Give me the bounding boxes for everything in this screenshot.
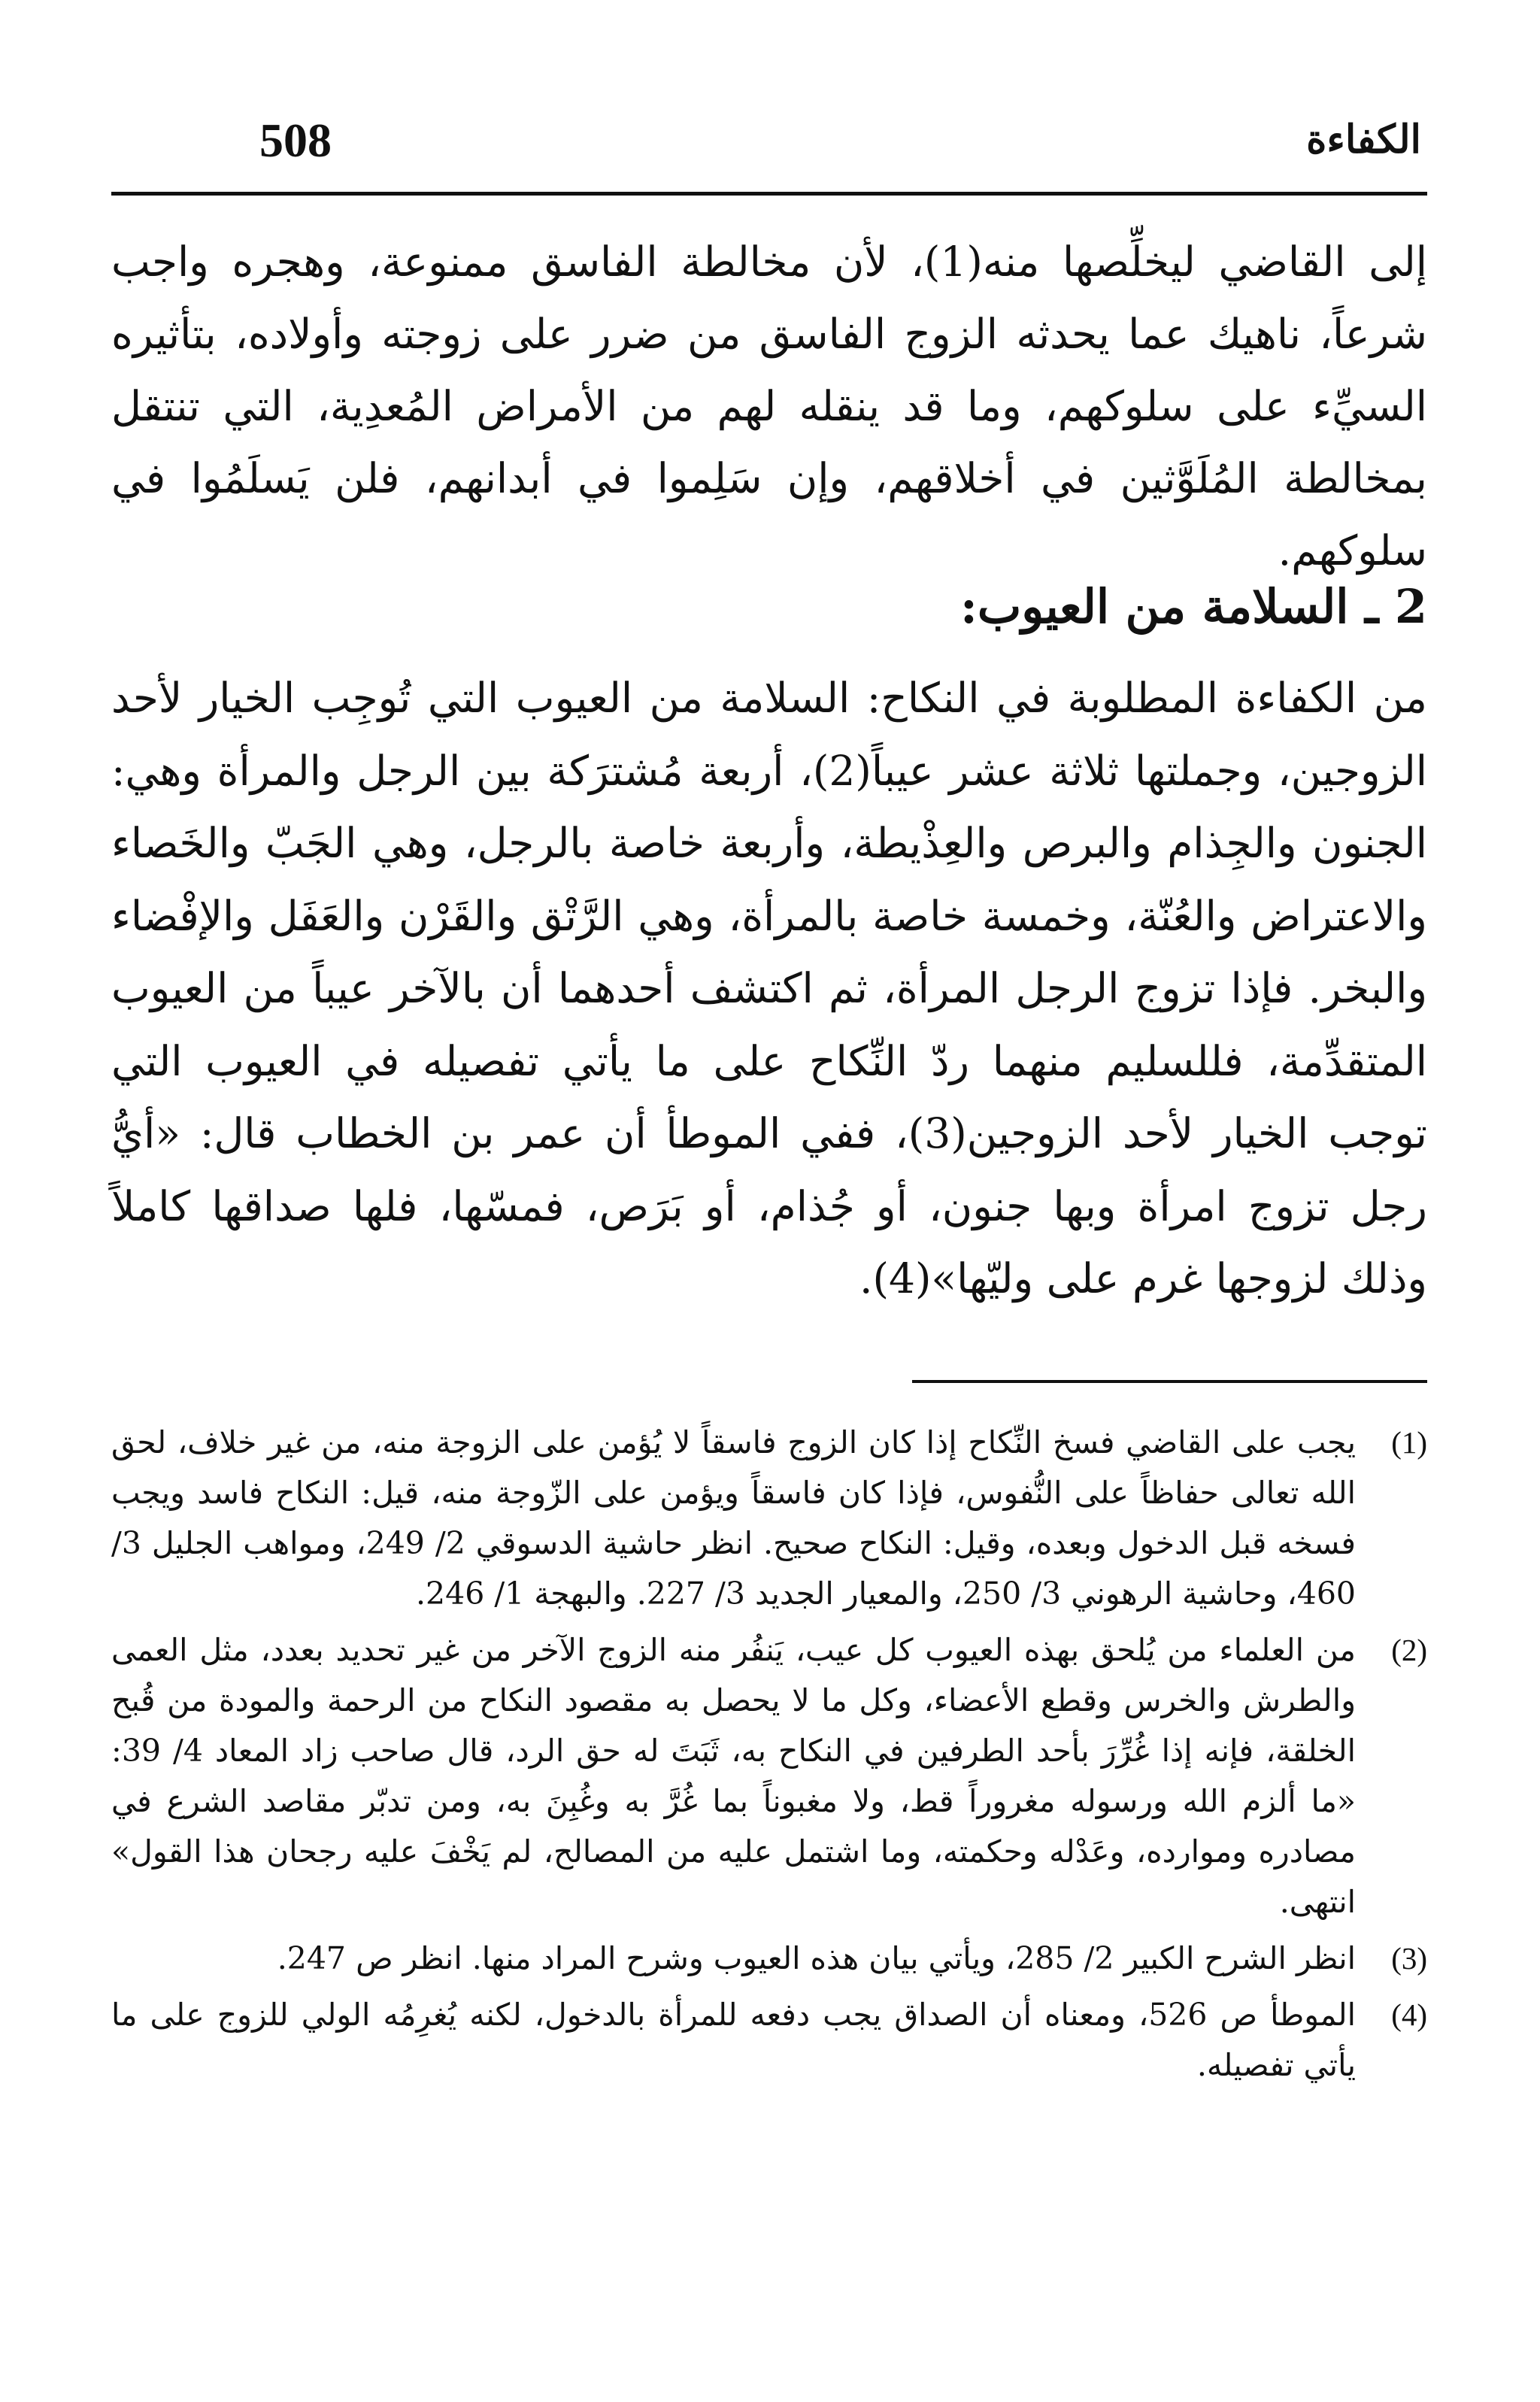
section-heading: 2 ـ السلامة من العيوب: xyxy=(960,579,1427,634)
footnote-number: (4) xyxy=(1391,1997,1427,2032)
footnote-text: يجب على القاضي فسخ النِّكاح إذا كان الزوج فاسقاً لا يُؤمن على الزوجة منه، من غير خلاف، لحق الله تعالى حفاظاً على النُّفوس، فإذا كان فاسقاً ويؤمن على الزّوجة منه، قيل: النكاح فاسد ويجب فسخه قبل الدخول وبعده، وقيل: النكاح صحيح. انظر حاشية الدسوقي 2/ 249، ومواهب الجليل 3/ 460، وحاشية الرهوني 3/ 250، والمعيار الجديد 3/ 227. والبهجة 1/ 246. xyxy=(111,1424,1356,1612)
footnote-text: من العلماء من يُلحق بهذه العيوب كل عيب، يَنفُر منه الزوج الآخر من غير تحديد بعدد، مثل العمى والطرش والخرس وقطع الأعضاء، وكل ما لا يحصل به مقصود النكاح من الرحمة والمودة من قُبح الخلقة، فإنه إذا غُرِّرَ بأحد الطرفين في النكاح به، ثَبَتَ له حق الرد، قال صاحب زاد المعاد 4/ 39: «ما ألزم الله ورسوله مغروراً قط، ولا مغبوناً بما غُرَّ به وغُبِنَ به، ومن تدبّر مقاصد الشرع في مصادره وموارده، وعَدْله وحكمته، وما اشتمل عليه من المصالح، لم يَخْفَ عليه رجحان هذا القول» انتهى. xyxy=(111,1632,1356,1920)
footnote-number: (3) xyxy=(1391,1941,1427,1976)
section-paragraph: من الكفاءة المطلوبة في النكاح: السلامة من العيوب التي تُوجِب الخيار لأحد الزوجين، وجملتها ثلاثة عشر عيباً(2)، أربعة مُشترَكة بين الرجل والمرأة وهي: الجنون والجِذام والبرص والعِذْيطة، وأربعة خاصة بالرجل، وهي الجَبّ والخَصاء والاعتراض والعُنّة، وخمسة خاصة بالمرأة، وهي الرَّتْق والقَرْن والعَفَل والإفْضاء والبخر. فإذا تزوج الرجل المرأة، ثم اكتشف أحدهما أن بالآخر عيباً من العيوب المتقدِّمة، فللسليم منهما ردّ النِّكاح على ما يأتي تفصيله في العيوب التي توجب الخيار لأحد الزوجين(3)، ففي الموطأ أن عمر بن الخطاب قال: «أيُّ رجل تزوج امرأة وبها جنون، أو جُذام، أو بَرَص، فمسّها، فلها صداقها كاملاً وذلك لزوجها غرم على وليّها»(4). xyxy=(111,674,1427,1303)
body-text xyxy=(111,226,1427,587)
footnote-2 xyxy=(111,1625,1427,1927)
running-title: الكفاءة xyxy=(1306,117,1421,162)
header-rule xyxy=(111,192,1427,196)
footnote-4 xyxy=(111,1990,1427,2091)
footnote-text: الموطأ ص 526، ومعناه أن الصداق يجب دفعه للمرأة بالدخول، لكنه يُغرِمُه الولي للزوج على ما يأتي تفصيله. xyxy=(111,1997,1356,2083)
footnote-rule xyxy=(912,1380,1427,1383)
page-number: 508 xyxy=(259,114,332,167)
footnote-number: (2) xyxy=(1391,1633,1427,1667)
footnote-1 xyxy=(111,1418,1427,1619)
paragraph-1: إلى القاضي ليخلِّصها منه(1)، لأن مخالطة الفاسق ممنوعة، وهجره واجب شرعاً، ناهيك عما يحدثه الزوج الفاسق من ضرر على زوجته وأولاده، بتأثيره السيِّء على سلوكهم، وما قد ينقله لهم من الأمراض المُعدِية، التي تنتقل بمخالطة المُلَوَّثين في أخلاقهم، وإن سَلِموا في أبدانهم، فلن يَسلَمُوا في سلوكهم. xyxy=(111,238,1427,575)
footnote-text: انظر الشرح الكبير 2/ 285، ويأتي بيان هذه العيوب وشرح المراد منها. انظر ص 247. xyxy=(277,1940,1356,1976)
section-text xyxy=(111,662,1427,1315)
footnote-3 xyxy=(111,1933,1427,1984)
footnotes xyxy=(111,1418,1427,2097)
footnote-number: (1) xyxy=(1391,1425,1427,1460)
